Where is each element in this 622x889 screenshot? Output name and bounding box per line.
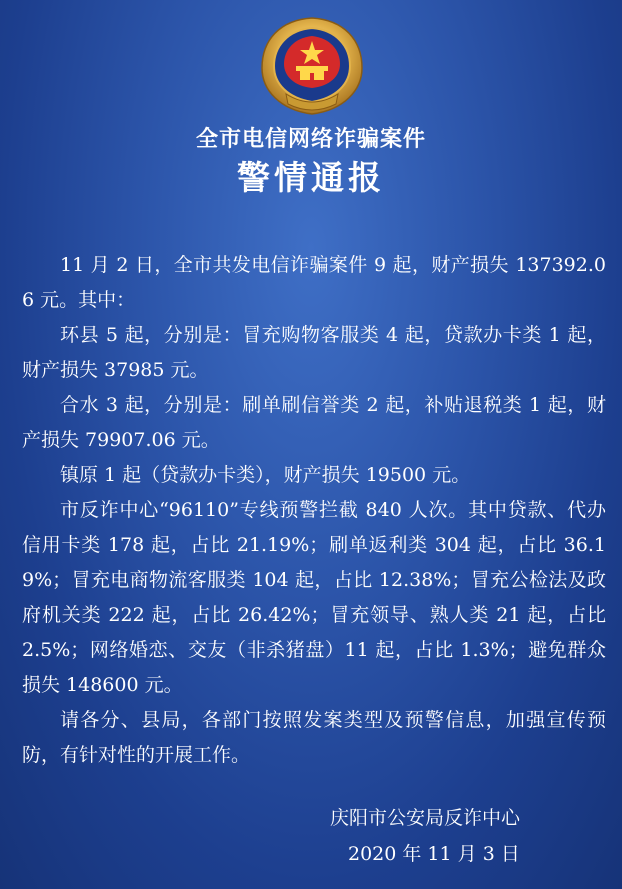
signature-org: 庆阳市公安局反诈中心 bbox=[330, 807, 521, 829]
notice-body bbox=[22, 248, 606, 773]
paragraph-instruction: 请各分、县局，各部门按照发案类型及预警信息，加强宣传预防，有针对性的开展工作。 bbox=[22, 709, 606, 766]
paragraph-huanxian: 环县 5 起，分别是：冒充购物客服类 4 起，贷款办卡类 1 起，财产损失 37985 元。 bbox=[22, 324, 606, 381]
paragraph-interception: 市反诈中心“96110”专线预警拦截 840 人次。其中贷款、代办信用卡类 178 起，占比 21.19%；刷单返利类 304 起，占比 36.19%；冒充电商物流客服类 104 起，占比 12.38%；冒充公检法及政府机关类 222 起，占比 26.42%；冒充领导、熟人类 21 起，占比 2.5%；网络婚恋、交友（非杀猪盘）11 起，占比 1.3%；避免群众损失 148600 元。 bbox=[22, 499, 606, 696]
page-subtitle: 全市电信网络诈骗案件 bbox=[195, 127, 426, 152]
page-title: 警情通报 bbox=[237, 158, 385, 197]
police-emblem-icon bbox=[258, 14, 366, 116]
signature-block bbox=[330, 800, 520, 872]
signature-date: 2020 年 11 月 3 日 bbox=[348, 843, 520, 865]
paragraph-zhenyuan: 镇原 1 起（贷款办卡类），财产损失 19500 元。 bbox=[60, 464, 471, 486]
paragraph-summary: 11 月 2 日，全市共发电信诈骗案件 9 起，财产损失 137392.06 元。其中： bbox=[22, 254, 606, 311]
paragraph-heshui: 合水 3 起，分别是：刷单刷信誉类 2 起，补贴退税类 1 起，财产损失 79907.06 元。 bbox=[22, 394, 606, 451]
